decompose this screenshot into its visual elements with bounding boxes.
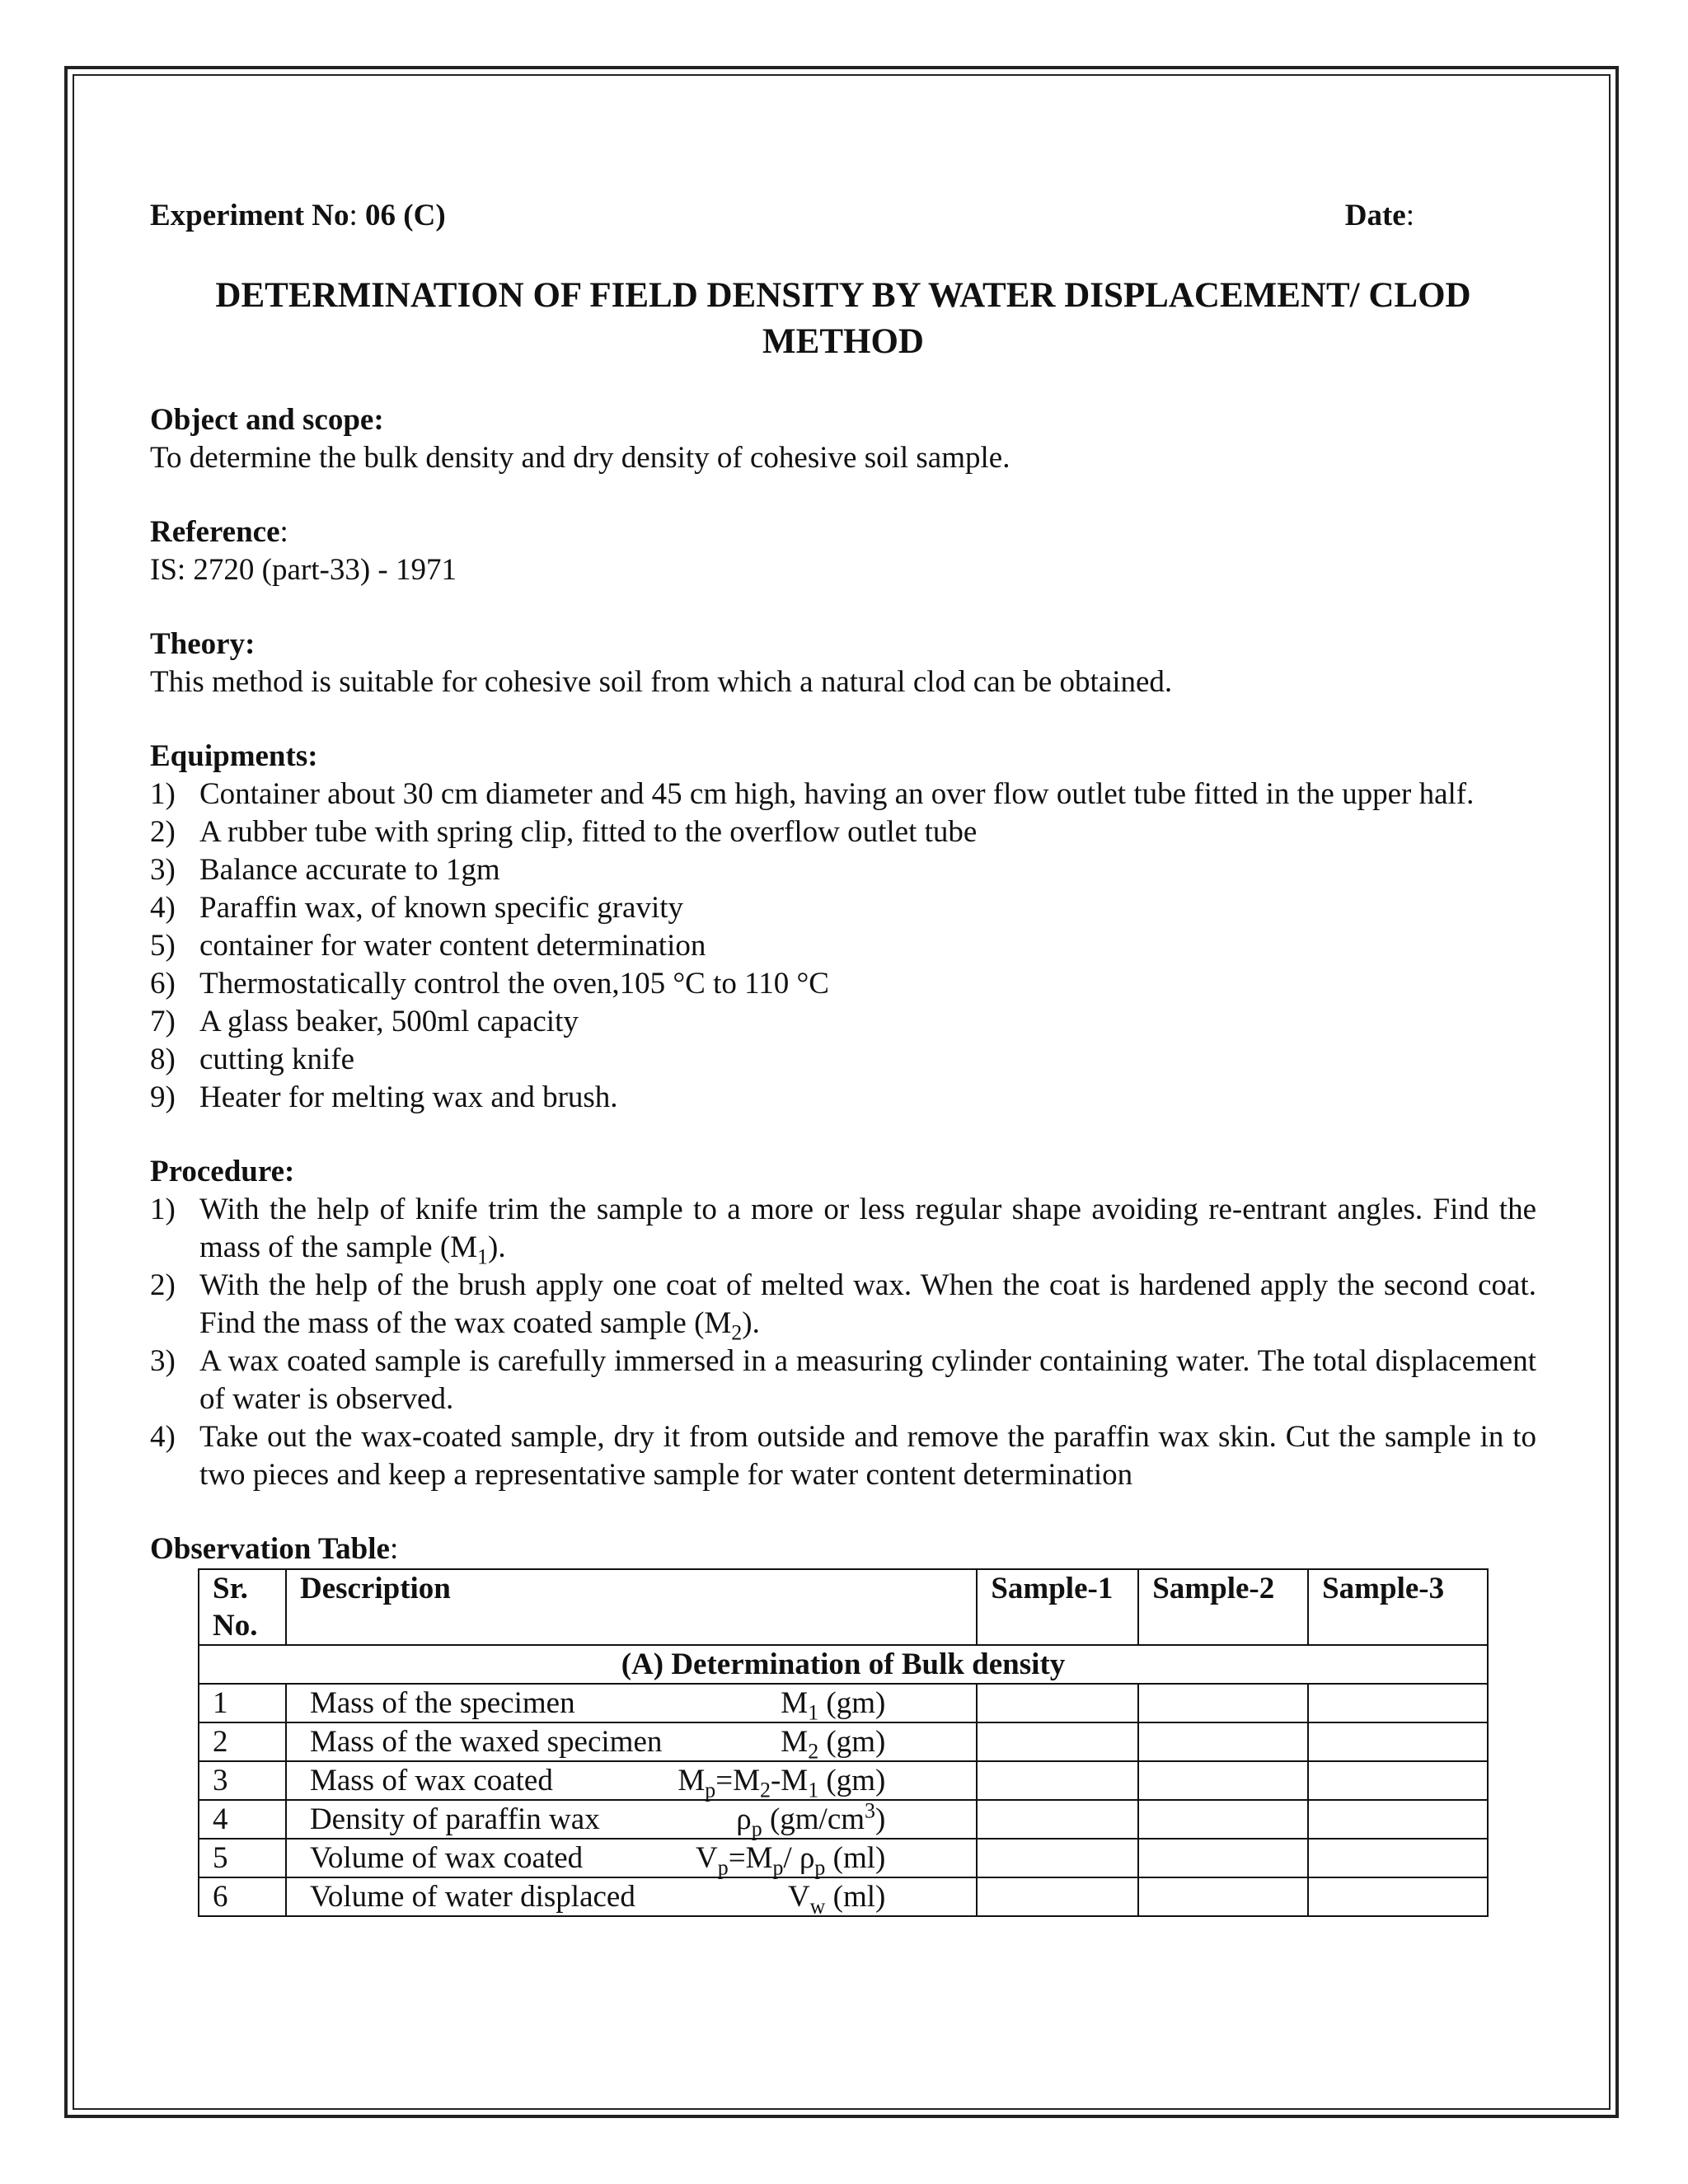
list-item	[150, 965, 1536, 1003]
cell-sr: 2	[199, 1722, 286, 1761]
desc-text: Volume of wax coated	[309, 1841, 584, 1875]
sym-part: -M	[770, 1764, 809, 1797]
cell-sample-3[interactable]	[1308, 1877, 1488, 1916]
cell-sample-1[interactable]	[977, 1761, 1138, 1800]
subscript: 2	[808, 1739, 819, 1764]
object-scope-text: To determine the bulk density and dry density of cohesive soil sample.	[150, 441, 1010, 475]
col-sr-no	[199, 1569, 286, 1645]
symbol	[736, 1798, 886, 1841]
equipments-heading: Equipments:	[150, 739, 318, 773]
item-text: A wax coated sample is carefully immersed in a measuring cylinder containing water. The total displacement of water is observed.	[199, 1344, 1536, 1416]
subscript: p	[772, 1855, 784, 1880]
list-item	[150, 851, 1536, 889]
list-item	[150, 776, 1536, 813]
cell-sample-1[interactable]	[977, 1877, 1138, 1916]
item-number: 8)	[150, 1043, 176, 1076]
list-item	[150, 1191, 1536, 1267]
header-row	[150, 198, 1536, 233]
list-item	[150, 1343, 1536, 1418]
item-text-part: With the help of knife trim the sample to a more or less regular shape avoiding re-entrant angles. Find the mass of the sample (M	[199, 1193, 1536, 1264]
procedure-heading: Procedure:	[150, 1155, 295, 1188]
section-row	[199, 1645, 1488, 1684]
item-text-part: ).	[488, 1230, 506, 1264]
table-row	[199, 1684, 1488, 1722]
item-text: Take out the wax-coated sample, dry it from outside and remove the paraffin wax skin. Cut the sample in to two pieces and keep a representative sample for water content determination	[199, 1420, 1536, 1492]
subscript: 1	[808, 1778, 819, 1802]
date-field	[1345, 198, 1414, 233]
sym-part: (ml)	[825, 1880, 886, 1914]
cell-sample-2[interactable]	[1138, 1761, 1308, 1800]
table-header-row	[199, 1569, 1488, 1645]
document-title	[150, 273, 1536, 365]
title-line-1: DETERMINATION OF FIELD DENSITY BY WATER DISPLACEMENT/ CLOD	[215, 276, 1471, 315]
col-sample-2: Sample-2	[1138, 1569, 1308, 1645]
sym-part: )	[875, 1802, 886, 1836]
sym-part: ρ	[736, 1802, 752, 1836]
item-text: Heater for melting wax and brush.	[199, 1080, 618, 1114]
experiment-label: Experiment No	[150, 199, 349, 232]
list-item	[150, 1418, 1536, 1494]
desc-text: Density of paraffin wax	[309, 1802, 600, 1836]
reference-heading	[150, 513, 1536, 551]
item-number: 6)	[150, 967, 176, 1001]
date-label: Date	[1344, 199, 1406, 232]
sym-part: (gm/cm	[762, 1802, 865, 1836]
col-description: Description	[286, 1569, 977, 1645]
cell-description	[286, 1684, 977, 1725]
cell-sample-3[interactable]	[1308, 1684, 1488, 1722]
cell-sample-2[interactable]	[1138, 1800, 1308, 1839]
cell-sample-1[interactable]	[977, 1684, 1138, 1722]
sym-part: (gm)	[818, 1764, 886, 1797]
list-item	[150, 813, 1536, 851]
theory-heading: Theory:	[150, 627, 256, 661]
item-text: Paraffin wax, of known specific gravity	[199, 891, 684, 925]
cell-sample-3[interactable]	[1308, 1800, 1488, 1839]
symbol	[696, 1840, 886, 1880]
subscript: p	[751, 1816, 762, 1841]
superscript: 3	[865, 1798, 875, 1823]
cell-sr: 6	[199, 1877, 286, 1916]
list-item	[150, 927, 1536, 965]
col-sr-line1: Sr.	[213, 1572, 248, 1605]
experiment-value: 06 (C)	[365, 199, 446, 232]
subscript: 1	[477, 1244, 488, 1269]
item-text: Container about 30 cm diameter and 45 cm high, having an over flow outlet tube fitted in the upper half.	[199, 777, 1475, 811]
item-text: Thermostatically control the oven,105 °C to 110 °C	[199, 967, 829, 1001]
item-text-part: ).	[742, 1306, 760, 1340]
symbol	[781, 1723, 886, 1764]
sym-part: / ρ	[783, 1841, 815, 1875]
item-number: 1)	[150, 777, 176, 811]
item-text	[199, 1267, 1536, 1343]
item-number: 2)	[150, 815, 176, 849]
theory-text: This method is suitable for cohesive soil from which a natural clod can be obtained.	[150, 665, 1173, 699]
object-scope-heading: Object and scope:	[150, 403, 384, 437]
cell-description	[286, 1839, 977, 1880]
table-row	[199, 1800, 1488, 1839]
cell-sr: 1	[199, 1684, 286, 1722]
cell-sample-3[interactable]	[1308, 1722, 1488, 1761]
cell-sample-3[interactable]	[1308, 1839, 1488, 1877]
sym-part: V	[696, 1841, 718, 1875]
subscript: p	[814, 1855, 826, 1880]
item-text: cutting knife	[199, 1043, 355, 1076]
item-number: 3)	[150, 1344, 176, 1378]
observation-sep: :	[389, 1532, 399, 1566]
observation-table	[198, 1568, 1489, 1917]
item-number: 5)	[150, 929, 176, 963]
table-row	[199, 1761, 1488, 1800]
list-item	[150, 1079, 1536, 1117]
cell-description	[286, 1722, 977, 1764]
symbol	[678, 1762, 886, 1802]
table-row	[199, 1722, 1488, 1761]
table-row	[199, 1877, 1488, 1916]
symbol	[781, 1685, 886, 1725]
item-number: 2)	[150, 1268, 176, 1302]
list-item	[150, 1267, 1536, 1343]
subscript: 2	[760, 1778, 771, 1802]
cell-sample-2[interactable]	[1138, 1839, 1308, 1877]
cell-sample-1[interactable]	[977, 1800, 1138, 1839]
cell-sample-3[interactable]	[1308, 1761, 1488, 1800]
procedure-list	[150, 1191, 1536, 1494]
item-text	[199, 1191, 1536, 1267]
cell-sample-2[interactable]	[1138, 1877, 1308, 1916]
list-item	[150, 1003, 1536, 1041]
col-sr-line2: No.	[213, 1609, 258, 1643]
reference-heading-text: Reference	[150, 515, 280, 549]
reference-text: IS: 2720 (part-33) - 1971	[150, 553, 457, 587]
experiment-sep: :	[349, 199, 358, 232]
item-number: 9)	[150, 1080, 176, 1114]
subscript: p	[705, 1778, 716, 1802]
item-text: container for water content determination	[199, 929, 706, 963]
cell-sample-2[interactable]	[1138, 1684, 1308, 1722]
reference-sep: :	[279, 515, 288, 549]
item-number: 4)	[150, 1420, 176, 1454]
subscript: 2	[731, 1320, 743, 1345]
item-text-part: With the help of the brush apply one coat of melted wax. When the coat is hardened apply the second coat. Find the mass of the wax coated sample (M	[199, 1268, 1536, 1340]
date-sep: :	[1405, 199, 1414, 232]
item-number: 4)	[150, 891, 176, 925]
cell-sr: 4	[199, 1800, 286, 1839]
cell-description	[286, 1761, 977, 1800]
sym-part: (gm)	[818, 1686, 886, 1720]
table-row	[199, 1839, 1488, 1877]
sym-part: V	[787, 1880, 810, 1914]
item-text: Balance accurate to 1gm	[199, 853, 500, 887]
desc-text: Volume of water displaced	[309, 1880, 635, 1914]
cell-description	[286, 1877, 977, 1919]
subscript: p	[717, 1855, 729, 1880]
section-a-title: (A) Determination of Bulk density	[199, 1645, 1488, 1684]
observation-heading	[150, 1530, 1536, 1568]
item-number: 1)	[150, 1193, 176, 1226]
cell-sr: 5	[199, 1839, 286, 1877]
cell-sr: 3	[199, 1761, 286, 1800]
sym-part: M	[781, 1686, 809, 1720]
desc-text: Mass of wax coated	[309, 1764, 553, 1797]
sym-part: (gm)	[818, 1725, 886, 1759]
sym-part: M	[781, 1725, 809, 1759]
observation-heading-text: Observation Table	[150, 1532, 390, 1566]
desc-text: Mass of the specimen	[309, 1686, 575, 1720]
cell-description	[286, 1800, 977, 1839]
sym-part: M	[678, 1764, 706, 1797]
cell-sample-1[interactable]	[977, 1722, 1138, 1761]
item-text: A rubber tube with spring clip, fitted to the overflow outlet tube	[199, 815, 978, 849]
subscript: 1	[808, 1700, 819, 1725]
sym-part: =M	[715, 1764, 760, 1797]
sym-part: =M	[728, 1841, 773, 1875]
col-sample-1: Sample-1	[977, 1569, 1138, 1645]
cell-sample-1[interactable]	[977, 1839, 1138, 1877]
list-item	[150, 1041, 1536, 1079]
col-sample-3: Sample-3	[1308, 1569, 1488, 1645]
item-number: 7)	[150, 1005, 176, 1038]
list-item	[150, 889, 1536, 927]
title-line-2: METHOD	[762, 322, 924, 361]
equipments-list	[150, 776, 1536, 1117]
subscript: w	[809, 1894, 826, 1919]
document-body	[150, 198, 1536, 1917]
experiment-number	[150, 198, 446, 233]
item-text: A glass beaker, 500ml capacity	[199, 1005, 579, 1038]
item-number: 3)	[150, 853, 176, 887]
cell-sample-2[interactable]	[1138, 1722, 1308, 1761]
desc-text: Mass of the waxed specimen	[309, 1725, 663, 1759]
sym-part: (ml)	[825, 1841, 886, 1875]
symbol	[787, 1878, 886, 1919]
